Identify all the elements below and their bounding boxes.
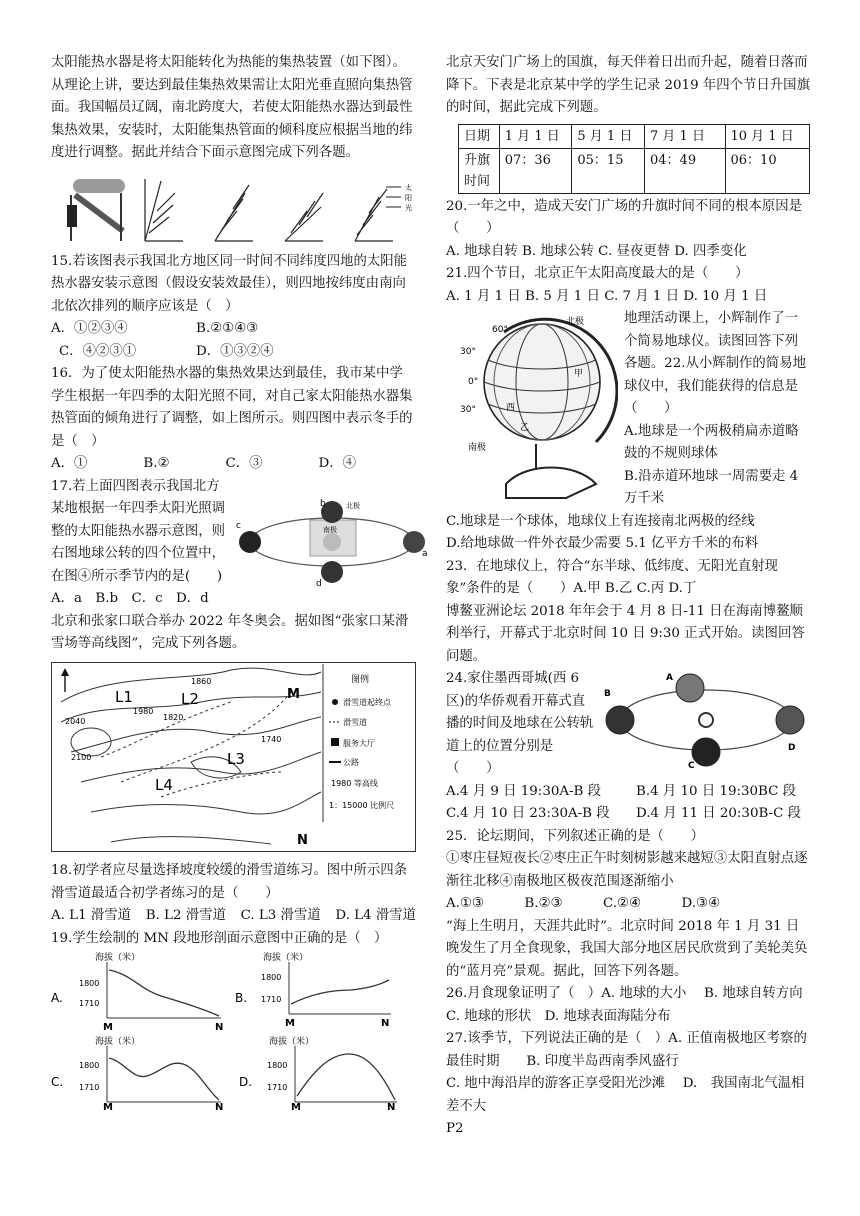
q17-block — [51, 476, 428, 611]
earth-C-icon — [692, 738, 720, 766]
legend-title: 图例 — [351, 674, 370, 685]
profile-b-tick-1800: 1800 — [261, 973, 282, 982]
profile-d-n: N — [387, 1102, 396, 1110]
contour-2100: 2100 — [71, 752, 92, 762]
table-cell: 05：15 — [572, 148, 645, 193]
q16-options — [51, 453, 416, 476]
earth-A-icon — [676, 674, 704, 702]
profile-b-n: N — [381, 1018, 390, 1029]
orbit-label-b: b — [320, 498, 326, 509]
map-label-l3: L3 — [227, 749, 245, 768]
q26: 26.月食现象证明了（ ）A. 地球的大小 B. 地球自转方向 C. 地球的形状 D. 地球表面海陆分布 — [446, 986, 817, 1024]
map-label-l2: L2 — [181, 689, 199, 708]
q24-block — [446, 668, 810, 781]
page-number: P2 — [446, 1121, 464, 1136]
legend-item-1: 滑雪道起终点 — [343, 697, 391, 707]
profile-c-title: 海拔（米） — [95, 1037, 141, 1047]
q17: 17.若上面四图表示我国北方某地根据一年四季太阳光照调整的太阳能热水器示意图，则右图地球公转的四个位置中，在图④所示季节内的是( ) — [51, 478, 226, 584]
map-label-n: N — [297, 832, 308, 848]
q16-opt-a: A．① — [51, 456, 88, 471]
right-column — [446, 52, 817, 1141]
legend-item-6: 1：15000 比例尺 — [329, 800, 395, 810]
q15-options — [51, 318, 416, 363]
earth-B-icon — [606, 706, 634, 734]
orbit2-d: D — [788, 743, 796, 753]
q18-options — [51, 905, 416, 928]
q22-opt-d: D.给地球做一件外衣最少需要 5.1 亿平方千米的布料 — [446, 536, 759, 551]
q21-options: A. 1 月 1 日 B. 5 月 1 日 C. 7 月 1 日 D. 10 月 1 日 — [446, 288, 768, 304]
q21: 21.四个节日，北京正午太阳高度最大的是（ ） — [446, 266, 749, 281]
flag-intro: 北京天安门广场上的国旗，每天伴着日出而升起，随着日落而降下。下表是北京某中学的学生记录 2019 年四个节日升国旗的时间，据此完成下列题。 — [446, 55, 810, 115]
profile-c-label: C. — [51, 1075, 64, 1089]
profile-c-n: N — [215, 1102, 224, 1110]
globe-jia: 甲 — [574, 369, 584, 379]
profile-a-tick-1800: 1800 — [79, 979, 100, 988]
profile-d-label: D. — [239, 1075, 253, 1089]
contour-1860: 1860 — [191, 676, 212, 686]
map-label-l4: L4 — [155, 775, 173, 794]
q24-opt-c: C.4 月 10 日 23:30A-B 段 — [446, 806, 610, 821]
q15-opt-a: A．①②③④ — [51, 321, 128, 336]
globe-south: 南极 — [468, 443, 487, 453]
heater-icon — [67, 179, 125, 241]
table-cell: 升旗时间 — [459, 148, 500, 193]
globe-s30: 30° — [460, 405, 476, 415]
orbit-label-south: 南极 — [323, 525, 337, 534]
q25-opt-c: C.②④ — [602, 896, 641, 911]
q24-opt-a: A.4 月 9 日 19:30A-B 段 — [446, 783, 602, 799]
globe-north: 北极 — [566, 317, 585, 327]
solar-heater-diagram — [51, 171, 416, 251]
globe-n30: 30° — [460, 347, 476, 357]
profile-a-label: A. — [51, 991, 63, 1005]
globe-yi: 乙 — [520, 423, 530, 433]
contour-1820: 1820 — [163, 712, 184, 722]
legend-item-5: 1980 等高线 — [331, 778, 378, 788]
orbit-abcd-figure — [604, 670, 810, 770]
q16-opt-c: C．③ — [225, 456, 263, 471]
orbit-label-c: c — [236, 520, 241, 531]
profile-c — [51, 1035, 223, 1110]
q18-opt-a: A. L1 滑雪道 — [51, 908, 132, 923]
table-row — [459, 148, 810, 193]
globe-n60: 60° — [492, 325, 508, 335]
q15: 15.若该图表示我国北方地区同一时间不同纬度四地的太阳能热水器安装示意图（假设安装效最佳），则四地按纬度由南向北依次排列的顺序应该是（ ） — [51, 253, 408, 314]
profile-a-m: M — [103, 1022, 113, 1033]
earth-d-icon — [321, 561, 343, 583]
profile-b-title: 海拔（米） — [263, 953, 309, 963]
profile-b — [235, 951, 391, 1029]
map-label-l1: L1 — [115, 687, 133, 706]
profile-c-tick-1710: 1710 — [79, 1083, 100, 1092]
table-cell: 04：49 — [645, 148, 726, 193]
q27: 27.该季节，下列说法正确的是（ ）A. 正值南极地区考察的最佳时期 B. 印度半岛西南季风盛行 — [446, 1031, 807, 1069]
globe-eq: 0° — [468, 377, 479, 387]
earth-c-icon — [239, 531, 261, 553]
sun-char-2: 阳 — [405, 193, 412, 202]
q19: 19.学生绘制的 MN 段地形剖面示意图中正确的是（ ） — [51, 930, 388, 946]
globe-figure — [446, 312, 618, 508]
orbit-label-a: a — [422, 548, 428, 559]
q25-text: ①枣庄昼短夜长②枣庄正午时刻树影越来越短③太阳直射点逐渐往北移④南极地区极夜范围逐渐缩小 — [446, 851, 808, 889]
globe-xi: 西 — [506, 403, 516, 413]
profile-d — [239, 1035, 397, 1110]
profile-c-m: M — [103, 1102, 113, 1110]
q18: 18.初学者应尽量选择坡度较缓的滑雪道练习。图中所示四条滑雪道最适合初学者练习的是（ ） — [51, 863, 408, 901]
profile-a — [51, 951, 223, 1033]
map-label-m: M — [287, 686, 300, 702]
q20: 20.一年之中，造成天安门广场的升旗时间不同的根本原因是（ ） — [446, 198, 803, 236]
contour-2040: 2040 — [65, 716, 86, 726]
profile-d-tick-1800: 1800 — [267, 1061, 288, 1070]
boao-intro: 博鳌亚洲论坛 2018 年年会于 4 月 8 日-11 日在海南博鳌顺利举行，开幕式于北京时间 10 日 9:30 正式开始。读图回答问题。 — [446, 603, 805, 664]
tilt-3 — [285, 193, 323, 241]
profile-b-m: M — [285, 1018, 295, 1029]
q16-opt-d: D．④ — [318, 456, 356, 471]
globe-block — [446, 308, 810, 533]
sun-char-3: 光 — [405, 203, 412, 212]
q18-opt-c: C. L3 滑雪道 — [240, 908, 321, 923]
q24-opt-d: D.4 月 11 日 20:30B-C 段 — [636, 806, 801, 821]
q24-opt-b: B.4 月 10 日 19:30BC 段 — [636, 783, 797, 799]
profile-d-title: 海拔（米） — [269, 1037, 315, 1047]
legend-item-2: 滑雪道 — [343, 717, 367, 727]
profile-c-tick-1800: 1800 — [79, 1061, 100, 1070]
profile-a-title: 海拔（米） — [95, 953, 141, 963]
tilt-2 — [215, 185, 253, 241]
tilt-1 — [145, 179, 183, 241]
moon-intro: “海上生明月，天涯共此时”。北京时间 2018 年 1 月 31 日晚发生了月全食现象，我国大部分地区居民欣赏到了美轮美奂的“蓝月亮”景观。据此，回答下列各题。 — [446, 918, 808, 979]
profile-a-tick-1710: 1710 — [79, 999, 100, 1008]
q27-cd: C. 地中海沿岸的游客正享受阳光沙滩 D. 我国南北气温相差不大 — [446, 1076, 805, 1114]
globe-text: 地理活动课上，小辉制作了一个简易地球仪。读图回答下列各题。22.从小辉制作的简易地球仪中，我们能获得的信息是（ ） — [624, 311, 806, 416]
orbit2-c: C — [688, 761, 695, 770]
table-head-cell: 日期 — [459, 124, 500, 148]
table-head-cell: 1 月 1 日 — [499, 124, 572, 148]
q22-opt-c: C.地球是一个球体，地球仪上有连接南北两极的经线 — [446, 513, 755, 529]
profile-b-tick-1710: 1710 — [261, 995, 282, 1004]
q15-opt-b: B.②①④③ — [196, 321, 259, 336]
sunlight-arrows-icon — [386, 187, 401, 207]
q24: 24.家住墨西哥城(西 6 区)的华侨观看开幕式直播的时间及地球在公转轨道上的位置分别是（ ） — [446, 671, 594, 776]
table-cell: 07：36 — [499, 148, 572, 193]
orbit2-b: B — [604, 689, 611, 699]
table-head-cell: 5 月 1 日 — [572, 124, 645, 148]
q25: 25．论坛期间，下列叙述正确的是（ ） — [446, 828, 705, 844]
q15-opt-d: D．①③②④ — [196, 343, 274, 359]
profile-b-label: B. — [235, 991, 248, 1005]
orbit2-a: A — [666, 673, 673, 683]
heater-intro: 太阳能热水器是将太阳能转化为热能的集热装置（如下图）。从理论上讲，要达到最佳集热效果需让太阳光垂直照向集热管面。我国幅员辽阔，南北跨度大，若使太阳能热水器达到最性集热效果，安装时，太阳能集热管面的倾科度应根据当地的纬度进行调整。据此并结合下面示意图完成下列各题。 — [51, 55, 413, 160]
orbit-label-north: 北极 — [346, 501, 360, 510]
legend-item-4: 公路 — [343, 757, 359, 767]
q25-opt-b: B.②③ — [524, 896, 563, 911]
q24-options — [446, 781, 810, 826]
table-head-row — [459, 124, 810, 148]
contour-1740: 1740 — [261, 734, 282, 744]
q18-opt-b: B. L2 滑雪道 — [145, 908, 226, 923]
q23: 23．在地球仪上，符合“东半球、低纬度、无阳光直射现象”条件的是（ ）A.甲 B.乙 C.丙 D.丁 — [446, 558, 778, 596]
q22-opt-a: A.地球是一个两极稍扁赤道略鼓的不规则球体 — [624, 423, 799, 461]
sun-char-1: 太 — [405, 183, 412, 192]
orbit-label-d: d — [316, 578, 322, 588]
table-cell: 06：10 — [725, 148, 810, 193]
q15-opt-c: C．④②③① — [59, 343, 137, 359]
q25-opt-d: D.③④ — [681, 896, 720, 911]
q16: 16．为了使太阳能热水器的集热效果达到最佳，我市某中学学生根据一年四季的太阳光照不同，对自己家太阳能热水器集热管面的倾角进行了调整，如上图所示。则四图中表示冬手的是（ ） — [51, 366, 413, 449]
earth-orbit-figure — [236, 496, 432, 588]
table-head-cell: 7 月 1 日 — [645, 124, 726, 148]
profile-d-m: M — [291, 1102, 301, 1110]
q18-opt-d: D. L4 滑雪道 — [335, 908, 416, 923]
q20-options: A. 地球自转 B. 地球公转 C. 昼夜更替 D. 四季变化 — [446, 243, 747, 259]
profiles-figure — [51, 950, 416, 1110]
earth-D-icon — [776, 706, 804, 734]
legend-item-3: 服务大厅 — [343, 738, 375, 748]
q22-opt-b: B.沿赤道环地球一周需要走 4 万千米 — [624, 468, 799, 506]
left-column — [51, 52, 428, 1119]
contour-1980: 1980 — [133, 706, 154, 716]
q25-options — [446, 893, 810, 916]
solar-heater-figure — [51, 171, 416, 251]
profile-d-tick-1710: 1710 — [267, 1083, 288, 1092]
ski-intro: 北京和张家口联合举办 2022 年冬奥会。据如图“张家口某滑雪场等高线图”，完成下列各题。 — [51, 613, 409, 651]
q17-options: A．a B.b C．c D．d — [51, 591, 209, 606]
q16-opt-b: B.② — [143, 456, 170, 471]
table-head-cell: 10 月 1 日 — [725, 124, 810, 148]
q25-opt-a: A.①③ — [446, 896, 484, 911]
flag-time-table — [458, 124, 810, 194]
ski-contour-map — [51, 662, 416, 852]
profile-a-n: N — [215, 1022, 224, 1033]
